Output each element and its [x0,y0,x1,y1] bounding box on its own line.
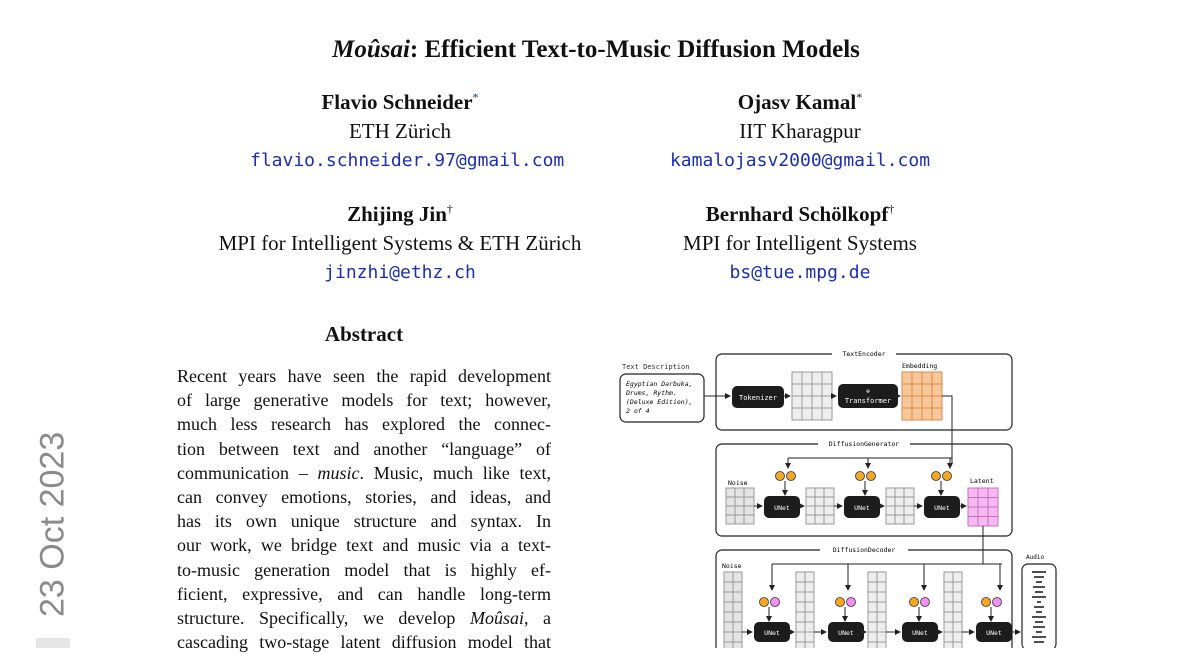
author-block-4 [650,200,950,287]
text-description-line: Drums, Rythm. [626,389,677,397]
unet-label: UNet [912,629,928,637]
arxiv-stamp-bar [36,638,70,648]
dot-pair [982,598,1002,607]
abstract-line: to-music generation model that is highly ef- [177,559,551,580]
token-grid [792,372,832,420]
dot-pair [836,598,856,607]
embedding-grid [902,372,942,420]
unet-label: UNet [854,504,870,512]
noise-label: Noise [728,479,748,487]
audio-label: Audio [1026,554,1045,561]
author-email[interactable]: flavio.schneider.97@gmail.com [250,150,565,171]
author-affiliation: IIT Kharagpur [739,119,861,143]
title-rest: : Efficient Text-to-Music Diffusion Models [409,36,860,63]
intermediate-column [868,572,886,648]
author-name: Zhijing Jin [347,202,447,226]
text-description-line: Egyptian Darbuka, [626,380,693,388]
author-name: Flavio Schneider [321,90,473,114]
abstract-line: much less research has explored the connec- [177,414,551,435]
paper-title [0,36,1192,64]
noise-label: Noise [722,562,742,570]
abstract-line: communication – music. Music, much like text, [177,462,551,483]
author-affiliation: MPI for Intelligent Systems [683,231,917,255]
abstract-line: tion between text and another “language” of [177,438,551,459]
intermediate-grid [886,488,914,524]
latent-grid [968,488,998,526]
unet-label: UNet [764,629,780,637]
abstract-line: structure. Specifically, we develop Moûsai, a [177,608,551,629]
author-mark: * [856,90,863,104]
author-block-2 [650,88,950,175]
transformer-label: Transformer [844,397,892,405]
author-name: Bernhard Schölkopf [705,202,889,226]
text-description-line: 2 of 4 [626,407,650,415]
diffusion-decoder-label: DiffusionDecoder [832,546,896,554]
abstract-line: has its own unique structure and syntax. In [177,511,551,532]
intermediate-grid [806,488,834,524]
diffusion-generator-label: DiffusionGenerator [828,440,900,448]
abstract-line: of large generative models for text; however, [177,390,551,411]
tokenizer-label: Tokenizer [739,394,777,402]
noise-column [724,572,742,648]
abstract-line: can convey emotions, stories, and ideas, and [177,487,551,508]
abstract-line: our work, we bridge text and music via a text- [177,535,551,556]
author-mark: * [472,90,479,104]
author-affiliation: ETH Zürich [348,119,452,143]
author-name: Ojasv Kamal [737,90,857,114]
unet-label: UNet [838,629,854,637]
unet-label: UNet [986,629,1002,637]
text-description-label: Text Description [622,363,690,371]
latent-label: Latent [970,477,994,485]
noise-grid [726,488,754,524]
author-email[interactable]: kamalojasv2000@gmail.com [669,150,931,171]
author-mark: † [888,202,895,216]
text-description-line: (Deluxe Edition), [626,398,693,406]
abstract-line: ficient, expressive, and can handle long-term [177,583,551,604]
abstract-heading: Abstract [324,322,404,346]
author-affiliation: MPI for Intelligent Systems & ETH Zürich [218,231,582,255]
author-email[interactable]: jinzhi@ethz.ch [324,262,476,283]
dot-pair [856,472,876,481]
arxiv-date-stamp: 23 Oct 2023 [33,431,72,617]
abstract-line: cascading two-stage latent diffusion model that [177,632,551,653]
dot-pair [776,472,796,481]
intermediate-column [796,572,814,648]
architecture-figure [612,346,1060,648]
intermediate-column [944,572,962,648]
abstract-body [177,364,551,654]
dot-pair [932,472,952,481]
author-block-3 [180,200,620,287]
abstract-line: Recent years have seen the rapid development [177,366,551,386]
author-email[interactable]: bs@tue.mpg.de [729,262,871,283]
title-italic: Moûsai [332,36,410,63]
unet-label: UNet [774,504,790,512]
svg-text:⊕: ⊕ [866,388,870,395]
embedding-label: Embedding [902,362,938,370]
text-encoder-label: TextEncoder [842,350,886,358]
author-mark: † [446,202,453,216]
dot-pair [760,598,780,607]
unet-label: UNet [934,504,950,512]
author-block-1 [250,88,565,175]
dot-pair [910,598,930,607]
